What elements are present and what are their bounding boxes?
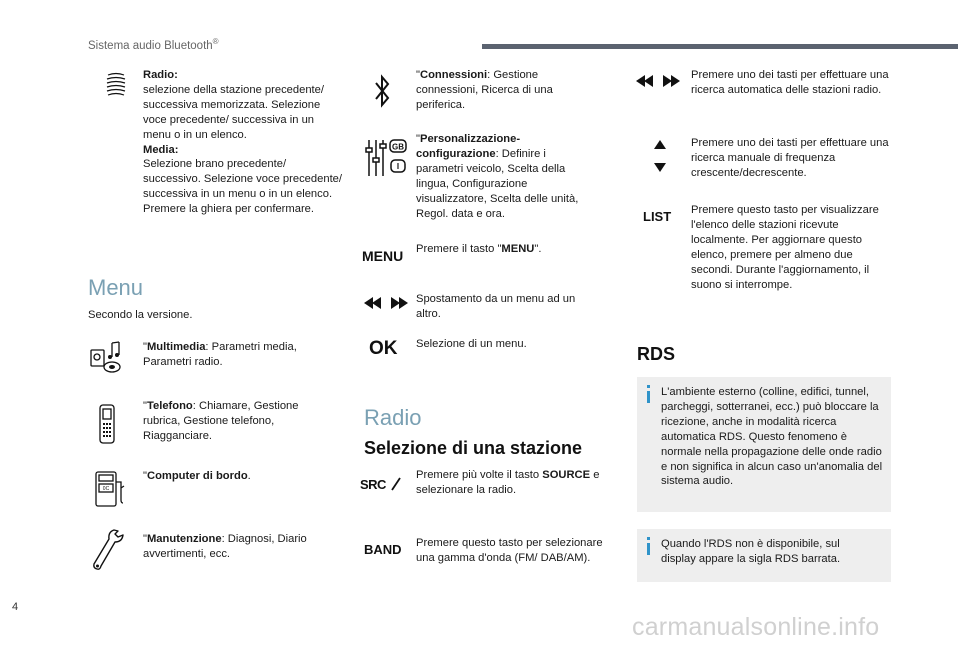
radio-block bbox=[143, 68, 343, 217]
menu-item-multimedia: "Multimedia: Parametri media, Parametri radio. bbox=[143, 341, 297, 368]
arrows-text: Spostamento da un menu ad un altro. bbox=[416, 293, 576, 320]
settings-sliders-icon bbox=[364, 138, 410, 183]
station-subtitle: Selezione di una stazione bbox=[364, 438, 583, 458]
band-key-icon: BAND bbox=[364, 542, 402, 557]
settings-icon-label-i: I bbox=[396, 162, 400, 171]
info-text-rds: Quando l'RDS non è disponibile, sul display appare la sigla RDS barrata. bbox=[661, 538, 841, 565]
info-marker-dot bbox=[647, 385, 650, 388]
wrench-icon bbox=[90, 528, 126, 577]
menu-item-manutenzione: "Manutenzione: Diagnosi, Diario avvertimenti, ecc. bbox=[143, 533, 307, 560]
menu-key-icon: MENU bbox=[362, 248, 404, 264]
menu-item-connessioni: "Connessioni: Gestione connessioni, Ricerca di una periferica. bbox=[416, 69, 553, 111]
up-down-arrows-icon bbox=[653, 140, 667, 177]
watermark: carmanualsonline.info bbox=[632, 613, 880, 641]
list-key-icon: LIST bbox=[643, 209, 672, 224]
ok-key-icon: OK bbox=[369, 338, 398, 359]
header-bar bbox=[482, 44, 958, 49]
band-key-text: Premere questo tasto per selezionare una gamma d'onda (FM/ DAB/AM). bbox=[416, 537, 603, 564]
phone-icon bbox=[96, 404, 118, 449]
seek-text: Premere uno dei tasti per effettuare una ricerca automatica delle stazioni radio. bbox=[691, 69, 889, 96]
menu-item-computer: "Computer di bordo. bbox=[143, 470, 251, 482]
info-box-reception bbox=[637, 377, 891, 512]
radio-section-title: Radio bbox=[364, 405, 422, 430]
media-text: Selezione brano precedente/ successivo. Selezione voce precedente/ successiva in un menu o in un elenco. Premere la ghiera per confermare. bbox=[143, 158, 343, 216]
menu-item-personalizzazione: "Personalizzazione-configurazione: Definire i parametri veicolo, Scelta della lingua, Configurazione visualizzatore, Scelta delle unità, Regol. data e ora. bbox=[416, 133, 579, 220]
trip-computer-icon bbox=[94, 470, 126, 513]
menu-section-title: Menu bbox=[88, 275, 144, 300]
radio-text: selezione della stazione precedente/ successiva memorizzata. Selezione voce precedente/ successiva in un menu o in un elenco. bbox=[143, 83, 324, 141]
menu-intro: Secondo la versione. bbox=[88, 309, 193, 321]
info-marker-bar bbox=[647, 391, 650, 403]
radio-label: Radio: bbox=[143, 69, 178, 81]
ok-key-text: Selezione di un menu. bbox=[416, 338, 527, 350]
bluetooth-icon bbox=[374, 74, 390, 113]
info-text-reception: L'ambiente esterno (colline, edifici, tunnel, parcheggi, sotterranei, ecc.) può bloccare la ricezione, anche in modalità ricerca automatica RDS. Questo fenomeno è normale nella propagazione delle onde radio e non significa in alcun caso un'anomalia del sistema audio. bbox=[661, 386, 883, 488]
settings-icon-label-gb: GB bbox=[392, 142, 404, 152]
media-label: Media: bbox=[143, 143, 179, 156]
left-right-arrows-icon bbox=[364, 296, 408, 315]
multimedia-icon bbox=[89, 340, 129, 379]
source-key-text: Premere più volte il tasto SOURCE e selezionare la radio. bbox=[416, 469, 600, 496]
seek-arrows-icon bbox=[636, 74, 680, 93]
header-title: Sistema audio Bluetooth® bbox=[88, 37, 219, 52]
info-marker-bar bbox=[647, 543, 650, 555]
source-key-label: SRC bbox=[360, 477, 386, 492]
menu-key-text: Premere il tasto "MENU". bbox=[416, 243, 542, 255]
svg-text:0C: 0C bbox=[102, 486, 110, 492]
rotary-dial-icon bbox=[106, 72, 126, 103]
manual-text: Premere uno dei tasti per effettuare una ricerca manuale di frequenza crescente/decrescente. bbox=[691, 137, 889, 179]
info-marker-dot bbox=[647, 537, 650, 540]
info-box-rds bbox=[637, 529, 891, 582]
rds-title: RDS bbox=[637, 344, 676, 364]
menu-item-telefono: "Telefono: Chiamare, Gestione rubrica, Gestione telefono, Riagganciare. bbox=[143, 400, 299, 442]
source-key-icon bbox=[360, 476, 402, 494]
list-key-text: Premere questo tasto per visualizzare l'elenco delle stazioni ricevute localmente. Per aggiornare questo elenco, premere per almeno due secondi. Durante l'aggiornamento, il suono si interrompe. bbox=[691, 204, 879, 291]
page-number: 4 bbox=[12, 601, 19, 613]
